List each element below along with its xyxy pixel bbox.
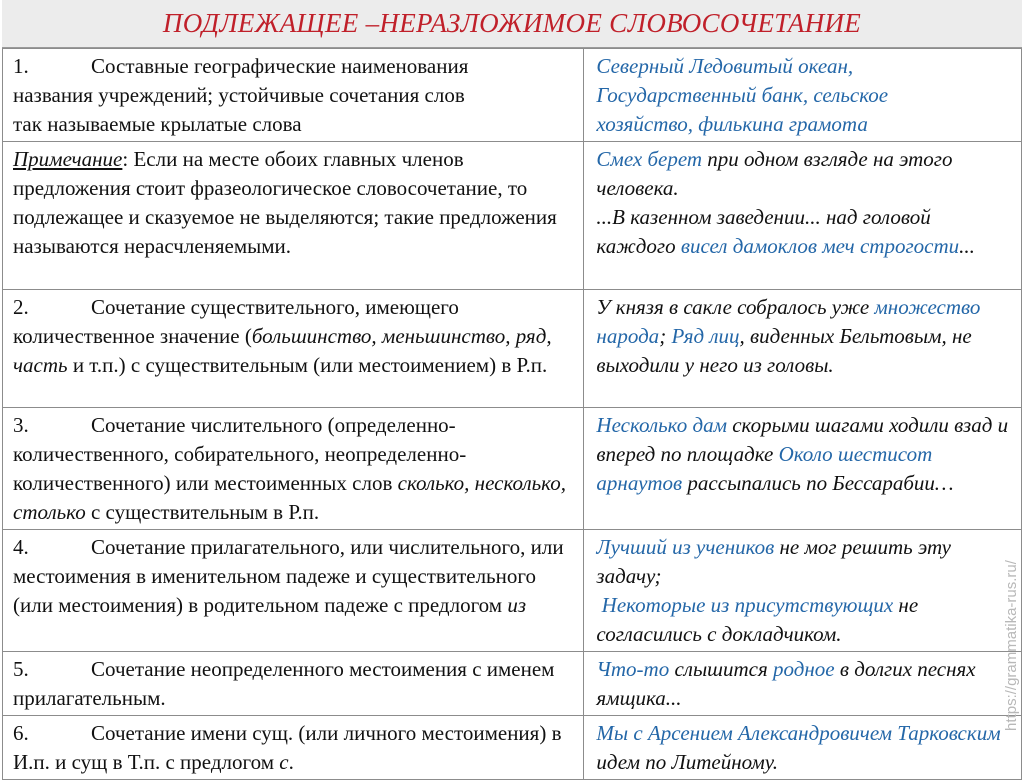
example-highlight: Лучший из учеников bbox=[596, 535, 775, 559]
example-highlight: Ряд лиц bbox=[671, 324, 740, 348]
rule-text: с существительным в Р.п. bbox=[85, 500, 320, 524]
example-cell bbox=[584, 652, 1022, 716]
page-frame bbox=[2, 0, 1022, 774]
example-highlight: Смех берет bbox=[596, 147, 703, 171]
example-highlight: Что-то bbox=[596, 657, 670, 681]
rule-example-words: с bbox=[279, 750, 289, 774]
rules-table bbox=[2, 48, 1022, 780]
example-text: ... bbox=[959, 234, 975, 258]
example-line: Северный Ледовитый океан, bbox=[596, 54, 854, 78]
rule-cell bbox=[3, 530, 584, 652]
rule-text-line: так называемые крылатые слова bbox=[13, 112, 302, 136]
example-cell bbox=[584, 290, 1022, 408]
note-label: Примечание bbox=[13, 147, 123, 171]
rule-text-line: названия учреждений; устойчивые сочетания слов bbox=[13, 83, 465, 107]
example-highlight: висел дамоклов меч строгости bbox=[680, 234, 960, 258]
example-text: не согласились с докладчиком. bbox=[596, 593, 919, 646]
example-text: ; bbox=[659, 324, 672, 348]
note-text: : Если на месте обоих главных членов предложения стоит фразеологическое словосочетание, то подлежащее и сказуемое не выделяются; такие предложения называются нерасчленяемыми. bbox=[13, 147, 557, 258]
example-text: У князя в сакле собралось уже bbox=[596, 295, 875, 319]
example-text: при одном взгляде на этого человека. bbox=[596, 147, 953, 200]
table-row bbox=[3, 408, 1022, 530]
rule-number: 3. bbox=[13, 413, 29, 437]
example-cell bbox=[584, 408, 1022, 530]
rule-text-line: Составные географические наименования bbox=[91, 54, 469, 78]
rule-number: 1. bbox=[13, 54, 29, 78]
rule-cell bbox=[3, 652, 584, 716]
example-highlight: родное bbox=[773, 657, 835, 681]
rule-example-words: большинство, меньшинство, ряд, часть bbox=[13, 324, 552, 377]
example-highlight: множество народа bbox=[596, 295, 981, 348]
rule-text: Сочетание имени сущ. (или личного местоимения) в И.п. и сущ в Т.п. с предлогом bbox=[13, 721, 562, 774]
example-text: в долгих песнях ямщика... bbox=[596, 657, 976, 710]
table-row bbox=[3, 530, 1022, 652]
rule-cell bbox=[3, 408, 584, 530]
rule-text: Сочетание числительного (определенно-количественного, собирательного, неопределенно-количественного) или местоименных слов bbox=[13, 413, 467, 495]
rule-cell bbox=[3, 49, 584, 142]
example-text: рассыпались по Бессарабии… bbox=[682, 471, 954, 495]
example-text: идем по Литейному. bbox=[596, 750, 778, 774]
table-row bbox=[3, 652, 1022, 716]
example-highlight: Некоторые из присутствующих bbox=[601, 593, 894, 617]
example-line: Государственный банк, сельское bbox=[596, 83, 889, 107]
example-cell bbox=[584, 49, 1022, 142]
rule-number: 6. bbox=[13, 721, 29, 745]
example-text: скорыми шагами ходили взад и вперед по площадке bbox=[596, 413, 1009, 466]
rule-text: Сочетание неопределенного местоимения с именем прилагательным. bbox=[13, 657, 555, 710]
watermark-text: https://grammatika-rus.ru/ bbox=[1002, 559, 1020, 731]
example-cell bbox=[584, 530, 1022, 652]
rule-text: и т.п.) с существительным (или местоимением) в Р.п. bbox=[67, 353, 548, 377]
example-text: не мог решить эту задачу; bbox=[596, 535, 951, 588]
rule-number: 4. bbox=[13, 535, 29, 559]
rule-cell bbox=[3, 290, 584, 408]
note-cell bbox=[3, 142, 584, 290]
watermark bbox=[1000, 520, 1022, 770]
rule-text: . bbox=[288, 750, 294, 774]
rule-number: 2. bbox=[13, 295, 29, 319]
rule-example-words: сколько, несколько, столько bbox=[13, 471, 566, 524]
example-text: ...В казенном заведении... над головой каждого bbox=[596, 205, 931, 258]
table-row bbox=[3, 290, 1022, 408]
example-highlight: Мы с Арсением Александровичем Тарковским bbox=[596, 721, 1001, 745]
example-highlight: Около шестисот арнаутов bbox=[596, 442, 933, 495]
rule-number: 5. bbox=[13, 657, 29, 681]
example-highlight: Несколько дам bbox=[596, 413, 727, 437]
example-cell bbox=[584, 142, 1022, 290]
rule-example-words: из bbox=[507, 593, 527, 617]
title-bar bbox=[2, 0, 1022, 49]
table-row bbox=[3, 142, 1022, 290]
page-title: ПОДЛЕЖАЩЕЕ –НЕРАЗЛОЖИМОЕ СЛОВОСОЧЕТАНИЕ bbox=[162, 8, 862, 38]
example-text: слышится bbox=[669, 657, 774, 681]
rule-text: Сочетание прилагательного, или числительного, или местоимения в именительном падеже и существительного (или местоимения) в родительном падеже с предлогом bbox=[13, 535, 564, 617]
table-row bbox=[3, 49, 1022, 142]
example-line: хозяйство, филькина грамота bbox=[596, 112, 868, 136]
example-text: , виденных Бельтовым, не выходили у него из головы. bbox=[596, 324, 972, 377]
rule-text: Сочетание существительного, имеющего количественное значение ( bbox=[13, 295, 459, 348]
